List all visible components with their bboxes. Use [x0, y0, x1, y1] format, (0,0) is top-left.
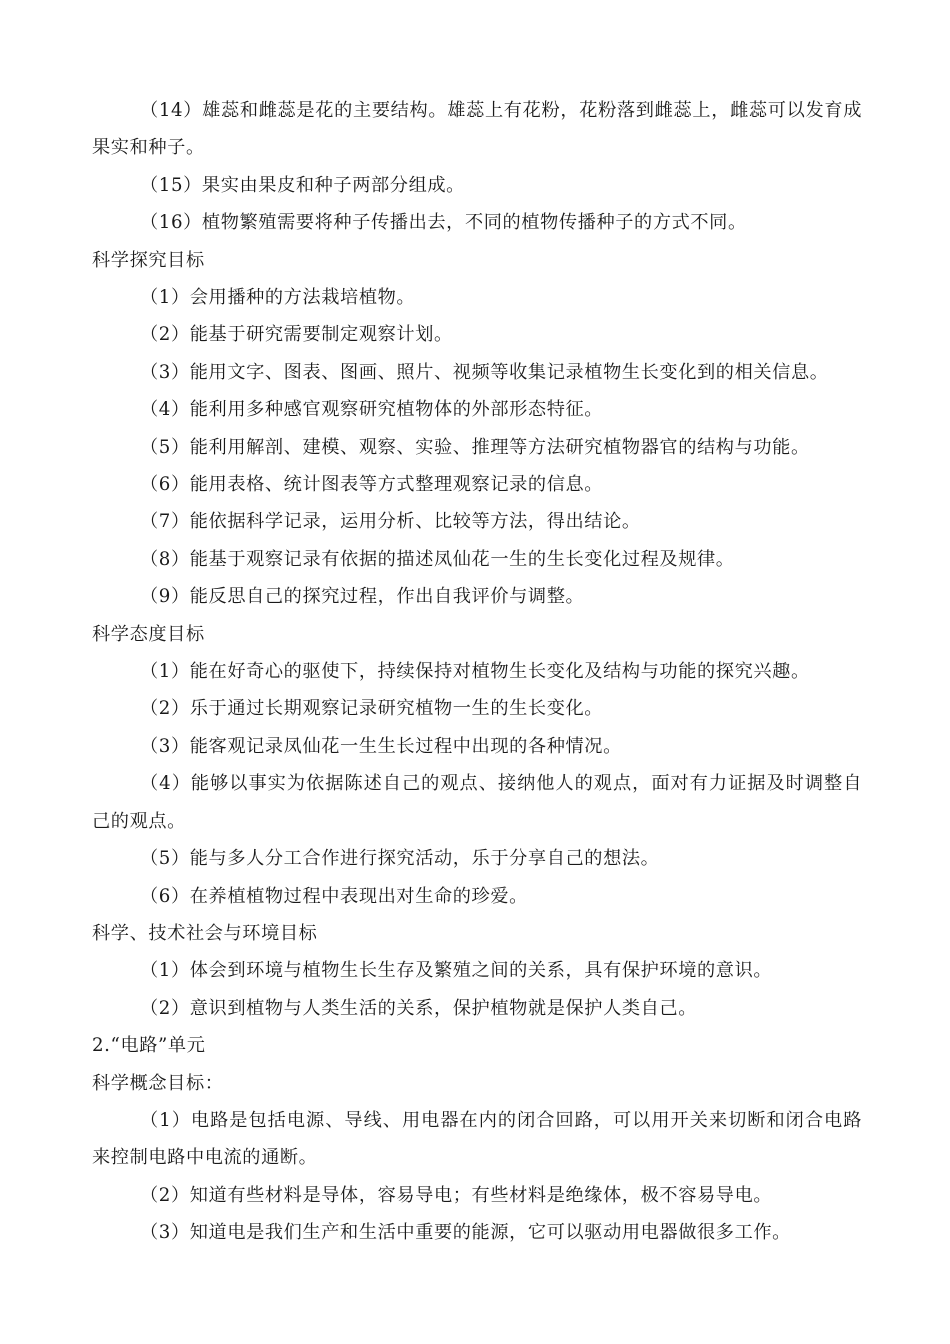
inquiry-item-9: （9）能反思自己的探究过程，作出自我评价与调整。 — [140, 586, 585, 608]
concept-item-3: （3）知道电是我们生产和生活中重要的能源，它可以驱动用电器做很多工作。 — [140, 1222, 791, 1244]
paragraph-item-16: （16）植物繁殖需要将种子传播出去，不同的植物传播种子的方式不同。 — [140, 212, 747, 234]
inquiry-item-3: （3）能用文字、图表、图画、照片、视频等收集记录植物生长变化到的相关信息。 — [140, 361, 829, 383]
attitude-item-1: （1）能在好奇心的驱使下，持续保持对植物生长变化及结构与功能的探究兴趣。 — [140, 661, 810, 683]
attitude-item-5: （5）能与多人分工合作进行探究活动，乐于分享自己的想法。 — [140, 848, 660, 870]
paragraph-item-15: （15）果实由果皮和种子两部分组成。 — [140, 174, 465, 196]
inquiry-item-6: （6）能用表格、统计图表等方式整理观察记录的信息。 — [140, 474, 604, 496]
unit-heading-circuit: 2.“电路”单元 — [92, 1035, 206, 1057]
attitude-item-2: （2）乐于通过长期观察记录研究植物一生的生长变化。 — [140, 698, 604, 720]
concept-item-2: （2）知道有些材料是导体，容易导电；有些材料是绝缘体，极不容易导电。 — [140, 1184, 773, 1206]
inquiry-item-2: （2）能基于研究需要制定观察计划。 — [140, 324, 453, 346]
attitude-item-6: （6）在养植植物过程中表现出对生命的珍爱。 — [140, 885, 528, 907]
inquiry-item-5: （5）能利用解剖、建模、观察、实验、推理等方法研究植物器官的结构与功能。 — [140, 436, 810, 458]
paragraph-item-14: （14）雄蕊和雌蕊是花的主要结构。雄蕊上有花粉，花粉落到雌蕊上，雌蕊可以发育成果实和种子。 — [92, 100, 862, 159]
sts-item-1: （1）体会到环境与植物生长生存及繁殖之间的关系，具有保护环境的意识。 — [140, 960, 773, 982]
attitude-item-3: （3）能客观记录凤仙花一生生长过程中出现的各种情况。 — [140, 735, 622, 757]
sts-item-2: （2）意识到植物与人类生活的关系，保护植物就是保护人类自己。 — [140, 997, 698, 1019]
inquiry-item-4: （4）能利用多种感官观察研究植物体的外部形态特征。 — [140, 399, 604, 421]
section-heading-sts-goals: 科学、技术社会与环境目标 — [92, 922, 318, 944]
attitude-item-4: （4）能够以事实为依据陈述自己的观点、接纳他人的观点，面对有力证据及时调整自己的观点。 — [92, 773, 862, 832]
concept-item-1: （1）电路是包括电源、导线、用电器在内的闭合回路，可以用开关来切断和闭合电路来控制电路中电流的通断。 — [92, 1109, 862, 1169]
inquiry-item-1: （1）会用播种的方法栽培植物。 — [140, 287, 416, 309]
section-heading-inquiry-goals: 科学探究目标 — [92, 249, 205, 271]
inquiry-item-7: （7）能依据科学记录，运用分析、比较等方法，得出结论。 — [140, 511, 641, 533]
section-heading-concept-goals: 科学概念目标： — [92, 1072, 224, 1094]
document-page — [92, 92, 862, 1252]
inquiry-item-8: （8）能基于观察记录有依据的描述凤仙花一生的生长变化过程及规律。 — [140, 548, 735, 570]
section-heading-attitude-goals: 科学态度目标 — [92, 623, 205, 645]
